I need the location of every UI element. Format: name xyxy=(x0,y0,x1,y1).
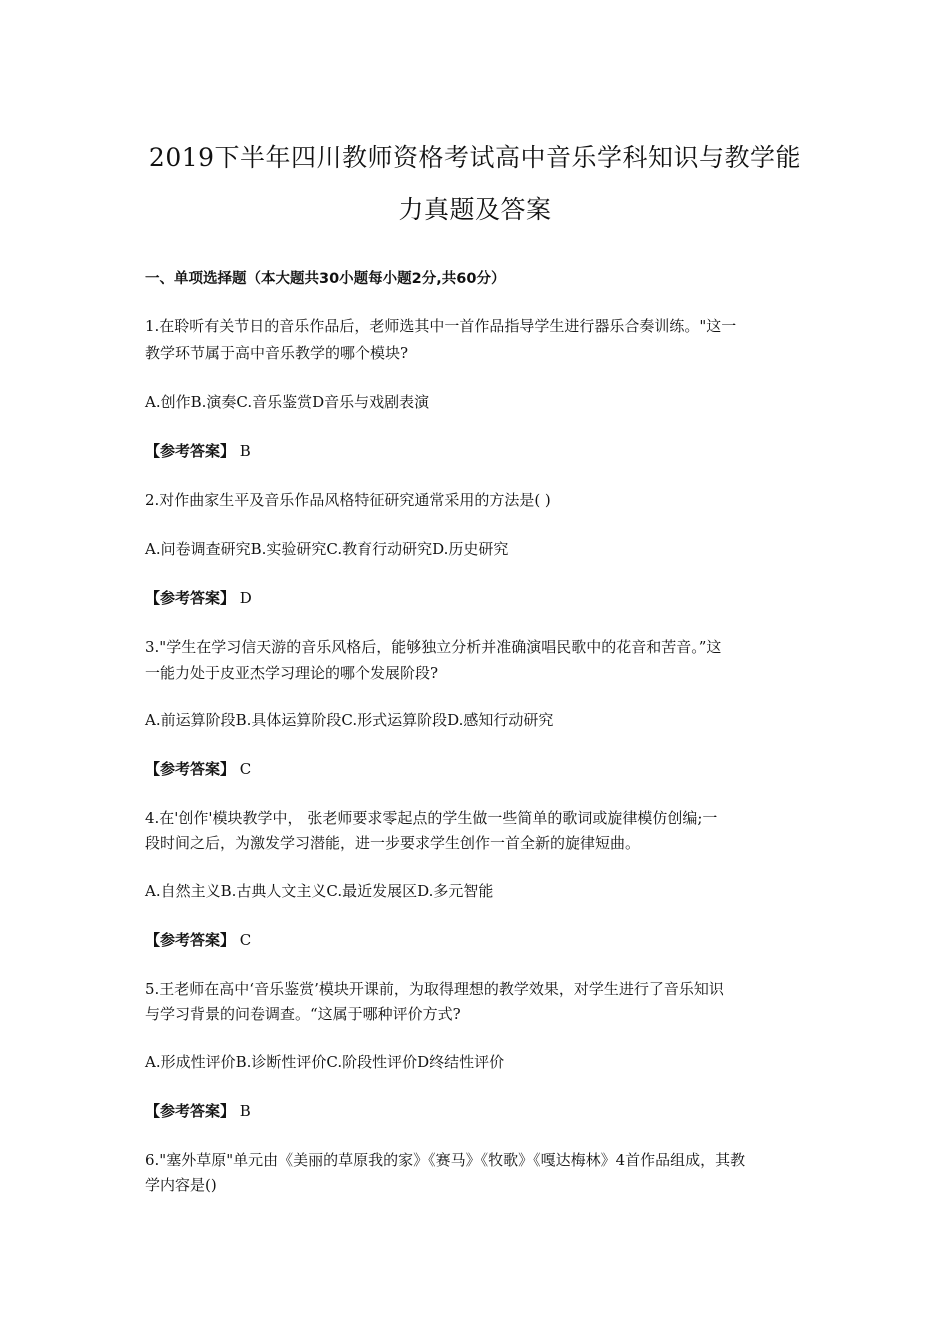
question-2-stem-line-1: 2.对作曲家生平及音乐作品风格特征研究通常采用的方法是( ) xyxy=(145,491,551,509)
question-6-stem-line-1: 6."塞外草原"单元由《美丽的草原我的家》《赛马》《牧歌》《嘎达梅林》4首作品组成，其教 xyxy=(145,1151,746,1169)
answer-value: B xyxy=(239,442,251,460)
question-3-answer xyxy=(145,758,251,780)
question-3-stem-line-1: 3."学生在学习信天游的音乐风格后，能够独立分析并准确演唱民歌中的花音和苦音。”这 xyxy=(145,638,722,656)
answer-label: 【参考答案】 xyxy=(145,589,236,607)
question-5-stem-line-1: 5.王老师在高中‘音乐鉴赏’模块开课前，为取得理想的教学效果，对学生进行了音乐知识 xyxy=(145,980,724,998)
question-1-answer xyxy=(145,440,251,462)
answer-value: B xyxy=(239,1102,251,1120)
question-4-stem-line-1: 4.在'创作'模块教学中， 张老师要求零起点的学生做一些简单的歌词或旋律模仿创编;一 xyxy=(145,809,718,827)
question-2-options: A.问卷调查研究B.实验研究C.教育行动研究D.历史研究 xyxy=(145,540,509,558)
question-6-stem-line-2: 学内容是() xyxy=(145,1176,217,1194)
answer-value: C xyxy=(239,931,252,949)
section-heading: 一、单项选择题（本大题共30小题每小题2分,共60分） xyxy=(145,271,506,287)
answer-label: 【参考答案】 xyxy=(145,1102,236,1120)
answer-label: 【参考答案】 xyxy=(145,760,236,778)
question-5-options: A.形成性评价B.诊断性评价C.阶段性评价D终结性评价 xyxy=(145,1053,505,1071)
question-1-stem-line-1: 1.在聆听有关节日的音乐作品后，老师选其中一首作品指导学生进行器乐合奏训练。"这一 xyxy=(145,317,737,335)
answer-label: 【参考答案】 xyxy=(145,931,236,949)
question-1-stem-line-2: 教学环节属于高中音乐教学的哪个模块? xyxy=(145,344,409,362)
question-1-options: A.创作B.演奏C.音乐鉴赏D音乐与戏剧表演 xyxy=(145,393,430,411)
question-5-stem-line-2: 与学习背景的问卷调查。“这属于哪种评价方式? xyxy=(145,1005,461,1023)
question-2-answer xyxy=(145,587,252,609)
question-5-answer xyxy=(145,1100,251,1122)
document-title-line-1: 2019下半年四川教师资格考试高中音乐学科知识与教学能 xyxy=(148,143,802,172)
question-4-options: A.自然主义B.古典人文主义C.最近发展区D.多元智能 xyxy=(145,882,494,900)
answer-label: 【参考答案】 xyxy=(145,442,236,460)
answer-value: D xyxy=(239,589,252,607)
question-4-stem-line-2: 段时间之后，为激发学习潜能，进一步要求学生创作一首全新的旋律短曲。 xyxy=(145,834,641,852)
question-3-options: A.前运算阶段B.具体运算阶段C.形式运算阶段D.感知行动研究 xyxy=(145,711,554,729)
question-4-answer xyxy=(145,929,251,951)
document-title-line-2: 力真题及答案 xyxy=(398,195,552,224)
answer-value: C xyxy=(239,760,252,778)
question-3-stem-line-2: 一能力处于皮亚杰学习理论的哪个发展阶段? xyxy=(145,664,439,682)
